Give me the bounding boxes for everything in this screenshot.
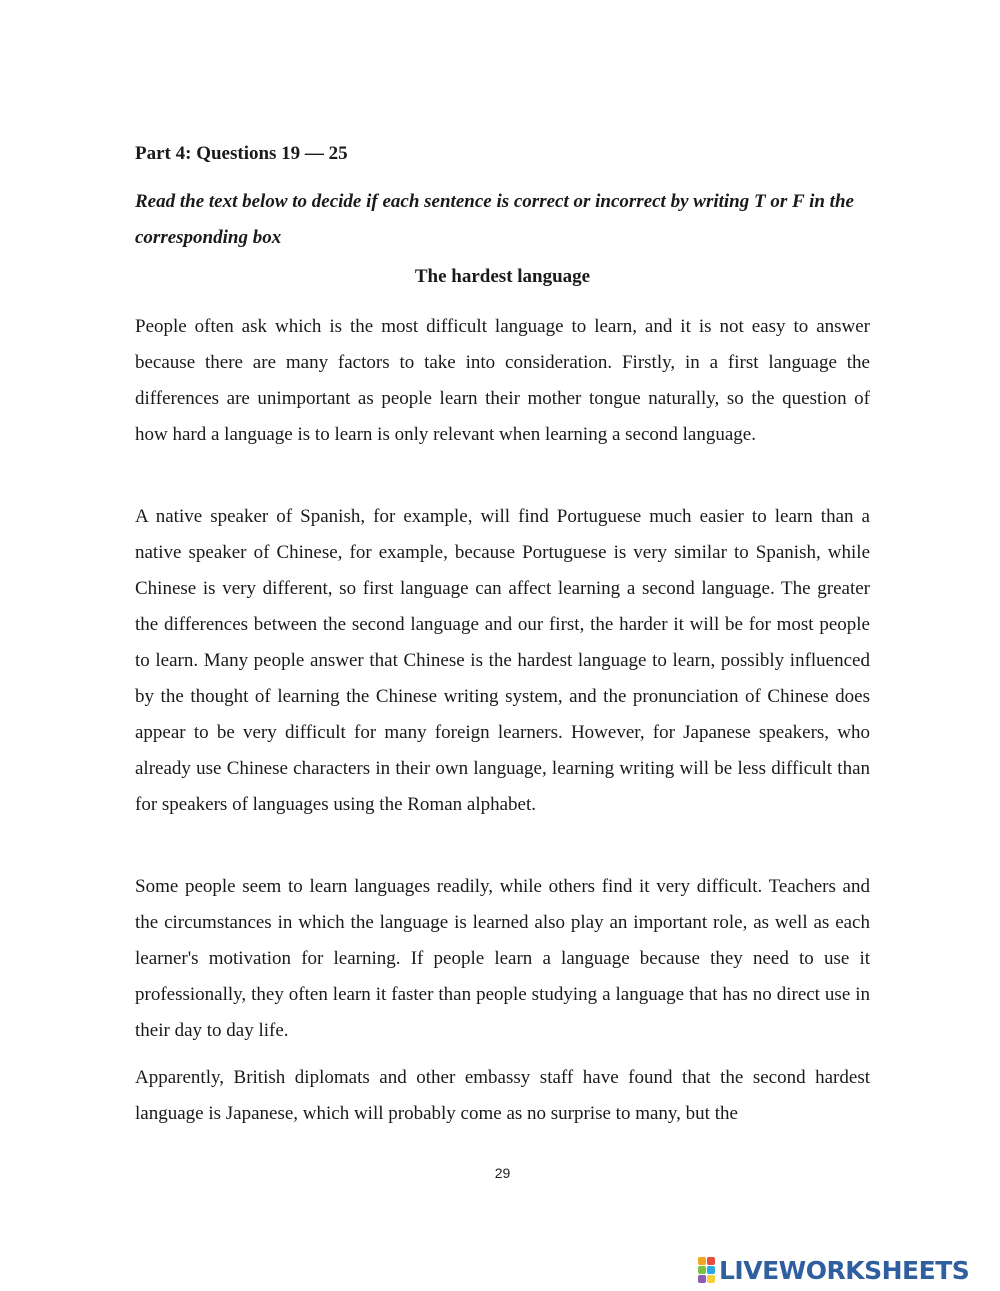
logo-square <box>707 1266 715 1274</box>
liveworksheets-logo-icon <box>698 1257 715 1283</box>
passage-paragraph-1: People often ask which is the most difficult language to learn, and it is not easy to answer because there are many factors to take into consideration. Firstly, in a first language the differences are unimportant as people learn their mother tongue naturally, so the question of how hard a language is to learn is only relevant when learning a second language. <box>135 316 870 445</box>
passage-paragraph-3: Some people seem to learn languages readily, while others find it very difficult. Teachers and the circumstances in which the language is learned also play an important role, as well as each learner's motivation for learning. If people learn a language because they need to use it professionally, they often learn it faster than people studying a language that has no direct use in their day to day life. <box>135 876 870 1041</box>
logo-square <box>698 1257 706 1265</box>
logo-square <box>698 1275 706 1283</box>
passage-paragraph-4: Apparently, British diplomats and other embassy staff have found that the second hardest language is Japanese, which will probably come as no surprise to many, but the <box>135 1067 870 1124</box>
logo-square <box>707 1257 715 1265</box>
passage-paragraph-2: A native speaker of Spanish, for example, will find Portuguese much easier to learn than a native speaker of Chinese, for example, because Portuguese is very similar to Spanish, while Chinese is very different, so first language can affect learning a second language. The greater the differences between the second language and our first, the harder it will be for most people to learn. Many people answer that Chinese is the hardest language to learn, possibly influenced by the thought of learning the Chinese writing system, and the pronunciation of Chinese does appear to be very difficult for many foreign learners. However, for Japanese speakers, who already use Chinese characters in their own language, learning writing will be less difficult than for speakers of languages using the Roman alphabet. <box>135 506 870 815</box>
passage-title: The hardest language <box>414 266 591 287</box>
liveworksheets-brand <box>698 1254 969 1286</box>
brand-name: LIVEWORKSHEETS <box>719 1255 970 1285</box>
logo-square <box>698 1266 706 1274</box>
logo-square <box>707 1275 715 1283</box>
page-number: 29 <box>494 1165 511 1181</box>
instruction-text: Read the text below to decide if each sentence is correct or incorrect by writing T or F in the corresponding box <box>135 191 854 248</box>
part-heading: Part 4: Questions 19 — 25 <box>135 143 348 164</box>
